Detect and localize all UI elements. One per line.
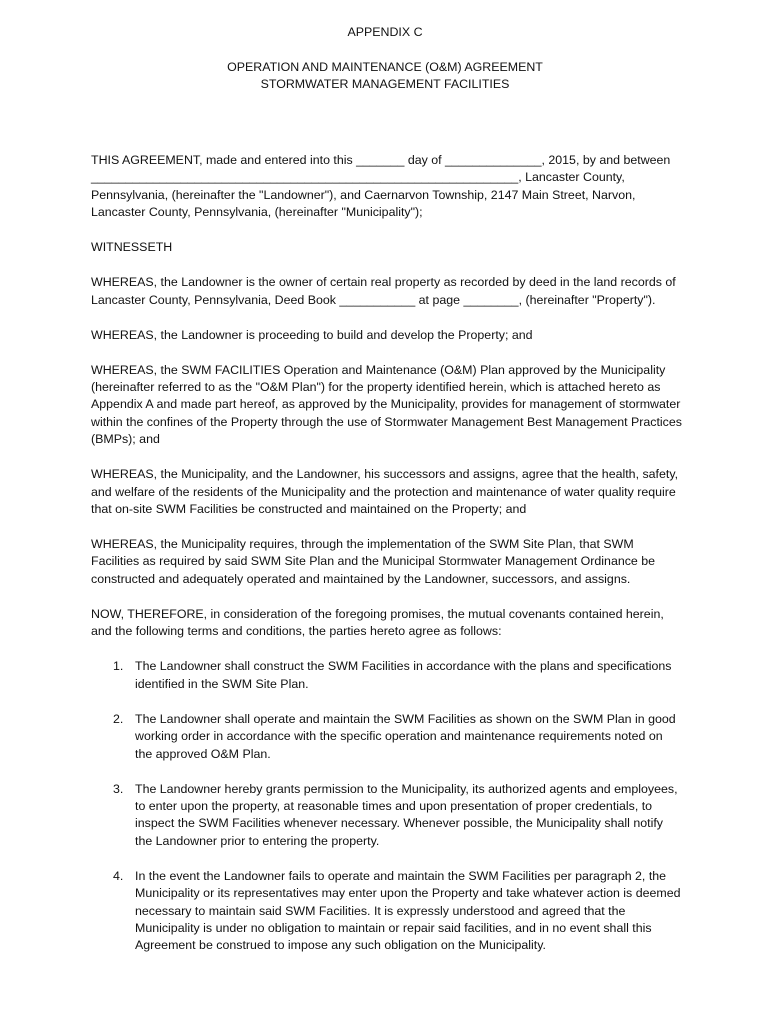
intro-line: Pennsylvania, (hereinafter the "Landowner"), and Caernarvon Township, 2147 Main Street, Narvon, <box>91 187 636 202</box>
intro-line: THIS AGREEMENT, made and entered into this _______ day of ______________, 2015, by and between <box>91 153 671 167</box>
list-item <box>91 868 682 955</box>
numbered-list <box>91 658 682 954</box>
appendix-heading: APPENDIX C <box>347 25 423 39</box>
whereas-paragraph: WHEREAS, the SWM FACILITIES Operation and Maintenance (O&M) Plan approved by the Municipality (hereinafter referred to as the "O&M Plan") for the property identified herein, which is attached hereto as Appendix A and made part hereof, as approved by the Municipality, provides for management of stormwater within the confines of the Property through the use of Stormwater Management Best Management Practices (BMPs); and <box>91 362 682 447</box>
list-item <box>91 711 682 763</box>
intro-line: ______________________________________________________________, Lancaster County, <box>91 170 625 185</box>
list-item-text: In the event the Landowner fails to operate and maintain the SWM Facilities per paragraph 2, the Municipality or its representatives may enter upon the Property and take whatever action is deemed necessary to maintain said SWM Facilities. It is expressly understood and agreed that the Municipality is under no obligation to maintain or repair said facilities, and in no event shall this Agreement be construed to impose any such obligation on the Municipality. <box>135 868 681 953</box>
agreement-title-line1: OPERATION AND MAINTENANCE (O&M) AGREEMENT <box>227 60 543 74</box>
list-item-number: 2. <box>113 711 124 726</box>
now-therefore-paragraph: NOW, THEREFORE, in consideration of the foregoing promises, the mutual covenants contained herein, and the following terms and conditions, the parties hereto agree as follows: <box>91 606 664 639</box>
agreement-body <box>91 152 682 972</box>
list-item <box>91 781 682 851</box>
whereas-paragraph: WHEREAS, the Municipality requires, through the implementation of the SWM Site Plan, that SWM Facilities as required by said SWM Site Plan and the Municipal Stormwater Management Ordinance be constructed and adequately operated and maintained by the Landowner, successors, and assigns. <box>91 537 656 586</box>
whereas-paragraph: WHEREAS, the Municipality, and the Landowner, his successors and assigns, agree that the health, safety, and welfare of the residents of the Municipality and the protection and maintenance of water quality require that on-site SWM Facilities be constructed and maintained on the Property; and <box>91 467 679 517</box>
list-item-number: 1. <box>113 659 124 674</box>
list-item-text: The Landowner shall operate and maintain the SWM Facilities as shown on the SWM Plan in good working order in accordance with the specific operation and maintenance requirements noted on the approved O&M Plan. <box>135 711 676 761</box>
whereas-paragraph: WHEREAS, the Landowner is the owner of certain real property as recorded by deed in the land records of Lancaster County, Pennsylvania, Deed Book ___________ at page ________, (hereinafter "Property"). <box>91 275 676 307</box>
intro-line: Lancaster County, Pennsylvania, (hereinafter "Municipality"); <box>91 205 423 220</box>
agreement-title <box>0 59 770 93</box>
agreement-title-line2: STORMWATER MANAGEMENT FACILITIES <box>260 77 510 91</box>
list-item-number: 4. <box>113 868 124 883</box>
whereas-paragraph: WHEREAS, the Landowner is proceeding to build and develop the Property; and <box>91 327 533 342</box>
witnesseth-heading: WITNESSETH <box>91 240 173 255</box>
list-item <box>91 658 682 693</box>
list-item-number: 3. <box>113 781 124 796</box>
list-item-text: The Landowner shall construct the SWM Facilities in accordance with the plans and specifications identified in the SWM Site Plan. <box>135 659 672 691</box>
intro-paragraph <box>91 152 682 222</box>
list-item-text: The Landowner hereby grants permission to the Municipality, its authorized agents and employees, to enter upon the property, at reasonable times and upon presentation of proper credentials, to inspect the SWM Facilities whenever necessary. Whenever possible, the Municipality shall notify the Landowner prior to entering the property. <box>135 781 678 848</box>
